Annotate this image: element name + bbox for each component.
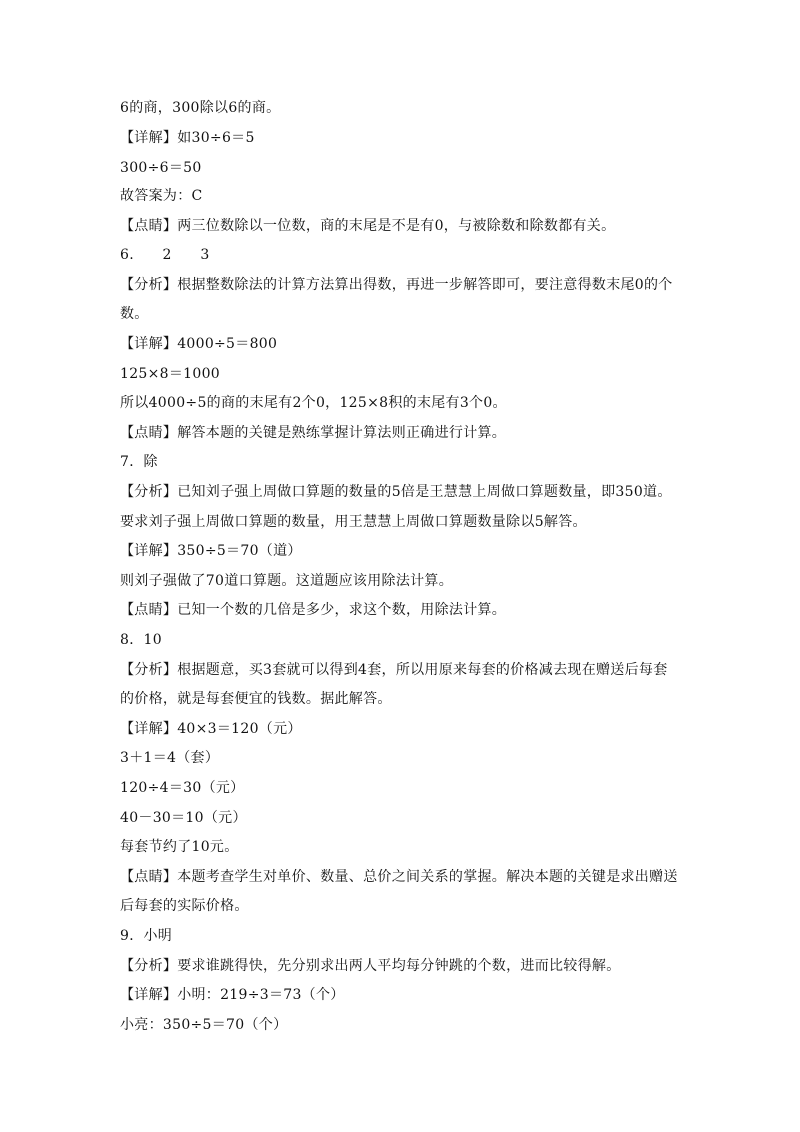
text-line: 【详解】小明：219÷3＝73（个）	[120, 987, 345, 1003]
text-line: 所以4000÷5的商的末尾有2个0，125×8积的末尾有3个0。	[120, 395, 507, 411]
text-line: 的价格，就是每套便宜的钱数。据此解答。	[120, 691, 392, 707]
text-line: 【详解】350÷5＝70（道）	[120, 543, 302, 559]
text-line: 【点睛】已知一个数的几倍是多少，求这个数，用除法计算。	[120, 602, 507, 618]
text-line: 【详解】40×3＝120（元）	[120, 721, 302, 737]
text-line: 【分析】根据整数除法的计算方法算出得数，再进一步解答即可，要注意得数末尾0的个	[120, 277, 673, 293]
text-line: 40－30＝10（元）	[120, 810, 247, 826]
text-line: 故答案为：C	[120, 188, 203, 204]
text-line: 【分析】要求谁跳得快，先分别求出两人平均每分钟跳的个数，进而比较得解。	[120, 958, 621, 974]
text-line: 【详解】4000÷5＝800	[120, 336, 278, 352]
text-line: 【点睛】两三位数除以一位数，商的末尾是不是有0，与被除数和除数都有关。	[120, 218, 616, 234]
text-line: 要求刘子强上周做口算题的数量，用王慧慧上周做口算题数量除以5解答。	[120, 514, 587, 530]
text-line: 120÷4＝30（元）	[120, 780, 245, 796]
text-line: 【详解】如30÷6＝5	[120, 130, 255, 146]
text-line: 6的商，300除以6的商。	[120, 100, 281, 116]
text-line: 3＋1＝4（套）	[120, 750, 220, 766]
text-line: 【分析】已知刘子强上周做口算题的数量的5倍是王慧慧上周做口算题数量，即350道。	[120, 484, 672, 500]
text-line: 后每套的实际价格。	[120, 898, 249, 914]
text-line: 125×8＝1000	[120, 366, 220, 382]
text-line: 【分析】根据题意，买3套就可以得到4套，所以用原来每套的价格减去现在赠送后每套	[120, 662, 668, 678]
text-line: 每套节约了10元。	[120, 839, 239, 855]
text-line: 【点睛】解答本题的关键是熟练掌握计算法则正确进行计算。	[120, 425, 507, 441]
text-line: 300÷6＝50	[120, 160, 202, 176]
text-line: 数。	[120, 306, 149, 322]
question-answer-line: 9．小明	[120, 928, 173, 944]
text-line: 小亮：350÷5＝70（个）	[120, 1017, 288, 1033]
question-answer-line: 6. 2 3	[120, 247, 210, 263]
text-line: 则刘子强做了70道口算题。这道题应该用除法计算。	[120, 573, 454, 589]
question-answer-line: 8．10	[120, 632, 162, 648]
question-answer-line: 7．除	[120, 454, 158, 470]
text-line: 【点睛】本题考查学生对单价、数量、总价之间关系的掌握。解决本题的关键是求出赠送	[120, 869, 678, 885]
